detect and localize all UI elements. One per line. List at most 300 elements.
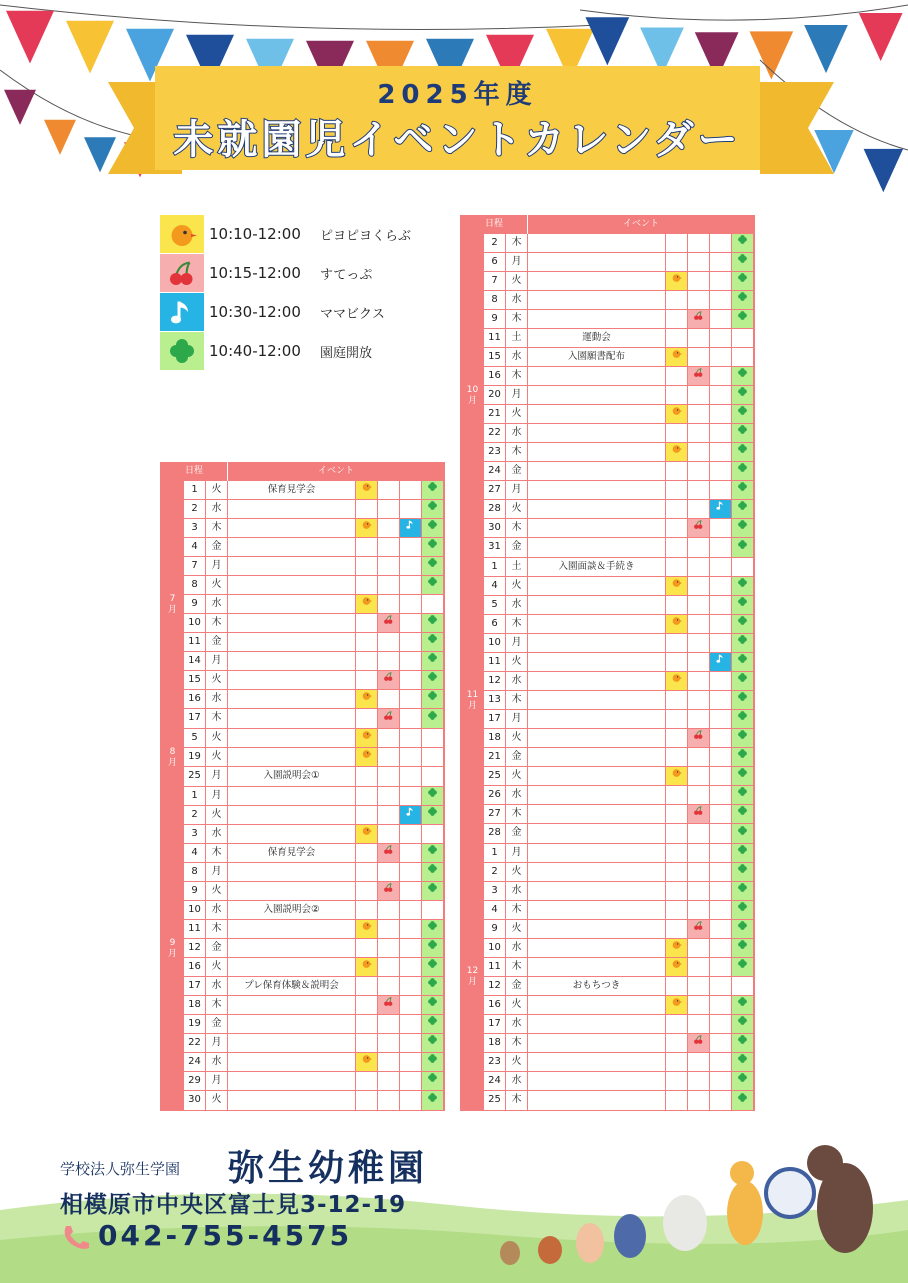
table-row xyxy=(184,1072,444,1091)
date-header: 日程 xyxy=(461,215,528,234)
event-name xyxy=(228,652,356,670)
schedule-en xyxy=(422,806,444,824)
schedule-sute xyxy=(378,882,400,900)
clover-icon xyxy=(427,1053,438,1071)
table-row xyxy=(484,977,754,996)
clover-icon xyxy=(737,1092,748,1110)
event-name xyxy=(228,882,356,900)
schedule-piyo xyxy=(666,424,688,442)
event-name: 入園説明会② xyxy=(228,901,356,919)
table-row xyxy=(184,1091,444,1110)
event-name: プレ保育体験＆説明会 xyxy=(228,977,356,995)
event-name xyxy=(228,1053,356,1071)
schedule-mama xyxy=(710,1091,732,1110)
schedule-en xyxy=(732,691,754,709)
weekday: 月 xyxy=(206,1072,228,1090)
table-row xyxy=(484,767,754,786)
schedule-mama xyxy=(400,576,422,594)
clover-icon xyxy=(737,386,748,404)
schedule-mama xyxy=(710,519,732,537)
schedule-sute xyxy=(378,1015,400,1033)
day-number: 10 xyxy=(184,901,206,919)
schedule-mama xyxy=(710,786,732,804)
school-name: 弥生幼稚園 xyxy=(228,1148,429,1189)
schedule-en xyxy=(422,1053,444,1071)
schedule-mama xyxy=(400,729,422,747)
schedule-mama xyxy=(710,1072,732,1090)
table-row xyxy=(184,920,444,939)
day-number: 12 xyxy=(184,939,206,957)
schedule-en xyxy=(732,901,754,919)
day-number: 21 xyxy=(484,748,506,766)
schedule-mama xyxy=(710,939,732,957)
table-row xyxy=(184,939,444,958)
event-name xyxy=(228,690,356,708)
schedule-mama xyxy=(400,1072,422,1090)
schedule-en xyxy=(732,882,754,900)
weekday: 木 xyxy=(506,615,528,633)
clover-icon xyxy=(737,729,748,747)
event-name xyxy=(528,519,666,537)
music-note-icon xyxy=(715,653,726,671)
weekday: 月 xyxy=(506,386,528,404)
clover-icon xyxy=(427,920,438,938)
event-name xyxy=(528,1015,666,1033)
schedule-en xyxy=(732,958,754,976)
chick-icon xyxy=(671,348,682,366)
schedule-piyo xyxy=(356,1072,378,1090)
schedule-piyo xyxy=(666,615,688,633)
table-row xyxy=(184,652,444,671)
day-number: 2 xyxy=(184,500,206,518)
table-row xyxy=(184,1015,444,1034)
weekday: 木 xyxy=(506,805,528,823)
event-name xyxy=(528,634,666,652)
clover-icon xyxy=(737,920,748,938)
weekday: 水 xyxy=(506,348,528,366)
schedule-en xyxy=(732,558,754,576)
schedule-sute xyxy=(688,291,710,309)
schedule-piyo xyxy=(356,614,378,632)
day-number: 18 xyxy=(484,729,506,747)
schedule-mama xyxy=(400,538,422,556)
table-row xyxy=(184,709,444,728)
weekday: 木 xyxy=(506,958,528,976)
table-row xyxy=(484,824,754,843)
schedule-sute xyxy=(378,1034,400,1052)
schedule-sute xyxy=(688,462,710,480)
phone-icon xyxy=(60,1223,92,1251)
day-number: 9 xyxy=(184,882,206,900)
day-number: 11 xyxy=(484,653,506,671)
day-number: 10 xyxy=(484,634,506,652)
schedule-mama xyxy=(400,939,422,957)
weekday: 火 xyxy=(506,405,528,423)
event-name xyxy=(528,729,666,747)
schedule-mama xyxy=(400,709,422,728)
table-row xyxy=(484,805,754,824)
cherry-icon xyxy=(693,367,704,385)
schedule-mama xyxy=(400,1034,422,1052)
clover-icon xyxy=(737,462,748,480)
schedule-piyo xyxy=(666,386,688,404)
clover-icon xyxy=(427,1072,438,1090)
chick-icon xyxy=(361,748,372,766)
schedule-mama xyxy=(400,996,422,1014)
schedule-piyo xyxy=(666,1091,688,1110)
schedule-en xyxy=(732,863,754,881)
weekday: 火 xyxy=(206,882,228,900)
school-address: 相模原市中央区富士見3-12-19 xyxy=(60,1192,407,1218)
schedule-mama xyxy=(400,557,422,575)
schedule-piyo xyxy=(356,538,378,556)
weekday: 火 xyxy=(506,920,528,938)
schedule-piyo xyxy=(666,443,688,461)
weekday: 水 xyxy=(506,424,528,442)
schedule-mama xyxy=(710,348,732,366)
table-row xyxy=(184,481,444,500)
calendar-jul-sep xyxy=(160,462,445,1111)
schedule-piyo xyxy=(356,1034,378,1052)
day-number: 8 xyxy=(184,576,206,594)
schedule-mama xyxy=(710,958,732,976)
schedule-piyo xyxy=(356,671,378,689)
day-number: 7 xyxy=(484,272,506,290)
table-row xyxy=(484,1053,754,1072)
schedule-mama xyxy=(710,234,732,252)
table-row xyxy=(184,977,444,996)
schedule-piyo xyxy=(666,253,688,271)
schedule-mama xyxy=(710,882,732,900)
schedule-piyo xyxy=(356,863,378,881)
schedule-sute xyxy=(688,538,710,557)
schedule-mama xyxy=(710,405,732,423)
weekday: 月 xyxy=(206,787,228,805)
legend-name: ピヨピヨくらぶ xyxy=(320,228,412,244)
clover-icon xyxy=(737,939,748,957)
table-row xyxy=(484,443,754,462)
clover-icon xyxy=(737,672,748,690)
weekday: 水 xyxy=(206,500,228,518)
weekday: 水 xyxy=(506,672,528,690)
schedule-mama xyxy=(710,672,732,690)
event-name xyxy=(528,844,666,862)
clover-icon xyxy=(737,481,748,499)
schedule-en xyxy=(732,1053,754,1071)
schedule-mama xyxy=(710,805,732,823)
table-row xyxy=(484,291,754,310)
table-row xyxy=(184,748,444,767)
schedule-piyo xyxy=(356,576,378,594)
schedule-mama xyxy=(710,577,732,595)
clover-icon xyxy=(427,538,438,556)
schedule-en xyxy=(732,844,754,862)
schedule-piyo xyxy=(666,939,688,957)
schedule-piyo xyxy=(356,729,378,747)
schedule-sute xyxy=(688,996,710,1014)
clover-icon xyxy=(737,882,748,900)
table-row xyxy=(484,424,754,443)
schedule-sute xyxy=(378,939,400,957)
event-name: 保育見学会 xyxy=(228,481,356,499)
clover-icon xyxy=(737,691,748,709)
music-note-icon xyxy=(715,500,726,518)
event-header: イベント xyxy=(622,219,659,229)
schedule-sute xyxy=(688,805,710,823)
schedule-sute xyxy=(688,901,710,919)
chick-icon xyxy=(361,519,372,537)
weekday: 火 xyxy=(506,863,528,881)
schedule-en xyxy=(732,615,754,633)
legend-time: 10:30-12:00 xyxy=(209,303,301,321)
weekday: 木 xyxy=(506,367,528,385)
weekday: 火 xyxy=(506,996,528,1014)
schedule-piyo xyxy=(666,844,688,862)
schedule-sute xyxy=(378,996,400,1014)
table-row xyxy=(184,806,444,825)
event-name xyxy=(528,253,666,271)
calendar-oct-dec xyxy=(460,215,755,1111)
schedule-mama xyxy=(710,996,732,1014)
schedule-en xyxy=(732,767,754,785)
schedule-sute xyxy=(688,710,710,728)
table-row xyxy=(484,901,754,920)
schedule-sute xyxy=(688,424,710,442)
schedule-en xyxy=(732,386,754,404)
schedule-sute xyxy=(688,405,710,423)
schedule-en xyxy=(732,729,754,747)
event-name xyxy=(528,767,666,785)
schedule-mama xyxy=(400,690,422,708)
month-label: 11 月 xyxy=(461,558,484,843)
day-number: 4 xyxy=(184,844,206,862)
event-name xyxy=(528,310,666,328)
schedule-sute xyxy=(688,443,710,461)
schedule-en xyxy=(732,272,754,290)
schedule-piyo xyxy=(666,272,688,290)
chick-icon xyxy=(671,672,682,690)
schedule-sute xyxy=(378,920,400,938)
schedule-en xyxy=(732,996,754,1014)
schedule-piyo xyxy=(356,958,378,976)
schedule-sute xyxy=(378,767,400,786)
schedule-en xyxy=(732,367,754,385)
day-number: 24 xyxy=(184,1053,206,1071)
schedule-piyo xyxy=(666,901,688,919)
schedule-mama xyxy=(400,844,422,862)
legend-item xyxy=(160,332,460,370)
schedule-en xyxy=(422,595,444,613)
clover-icon xyxy=(427,1015,438,1033)
table-row xyxy=(484,386,754,405)
clover-icon xyxy=(737,1015,748,1033)
table-row xyxy=(484,882,754,901)
schedule-piyo xyxy=(356,882,378,900)
day-number: 11 xyxy=(184,920,206,938)
event-name xyxy=(528,691,666,709)
day-number: 11 xyxy=(184,633,206,651)
table-row xyxy=(484,939,754,958)
table-row xyxy=(184,633,444,652)
schedule-en xyxy=(422,671,444,689)
weekday: 水 xyxy=(206,977,228,995)
music-note-icon xyxy=(160,293,204,331)
day-number: 27 xyxy=(484,805,506,823)
schedule-en xyxy=(732,1034,754,1052)
day-number: 30 xyxy=(184,1091,206,1110)
schedule-en xyxy=(732,710,754,728)
day-number: 20 xyxy=(484,386,506,404)
clover-icon xyxy=(427,958,438,976)
weekday: 金 xyxy=(206,633,228,651)
schedule-en xyxy=(732,329,754,347)
clover-icon xyxy=(427,690,438,708)
schedule-en xyxy=(422,901,444,919)
schedule-en xyxy=(422,538,444,556)
weekday: 月 xyxy=(206,557,228,575)
day-number: 24 xyxy=(484,462,506,480)
event-name xyxy=(528,748,666,766)
schedule-mama xyxy=(400,748,422,766)
schedule-sute xyxy=(688,253,710,271)
schedule-sute xyxy=(688,729,710,747)
table-row xyxy=(484,405,754,424)
banner-tail-right xyxy=(760,82,834,174)
schedule-sute xyxy=(688,615,710,633)
chick-icon xyxy=(361,729,372,747)
schedule-piyo xyxy=(666,672,688,690)
weekday: 水 xyxy=(506,1072,528,1090)
day-number: 2 xyxy=(184,806,206,824)
weekday: 水 xyxy=(506,596,528,614)
chick-icon xyxy=(361,825,372,843)
schedule-mama xyxy=(710,329,732,347)
weekday: 木 xyxy=(206,920,228,938)
schedule-piyo xyxy=(666,977,688,995)
clover-icon xyxy=(737,539,748,557)
event-name xyxy=(528,882,666,900)
day-number: 10 xyxy=(484,939,506,957)
weekday: 水 xyxy=(506,1015,528,1033)
schedule-mama xyxy=(710,691,732,709)
event-name xyxy=(228,671,356,689)
legend-time: 10:10-12:00 xyxy=(209,225,301,243)
event-name xyxy=(228,806,356,824)
schedule-sute xyxy=(688,939,710,957)
table-row xyxy=(484,1034,754,1053)
event-name: 入園説明会① xyxy=(228,767,356,786)
weekday: 土 xyxy=(506,558,528,576)
event-name xyxy=(228,863,356,881)
chick-icon xyxy=(361,958,372,976)
table-row xyxy=(484,863,754,882)
day-number: 4 xyxy=(484,577,506,595)
event-name xyxy=(528,920,666,938)
schedule-sute xyxy=(378,1053,400,1071)
schedule-piyo xyxy=(666,653,688,671)
schedule-piyo xyxy=(356,977,378,995)
schedule-piyo xyxy=(356,690,378,708)
schedule-sute xyxy=(688,653,710,671)
weekday: 木 xyxy=(206,996,228,1014)
schedule-piyo xyxy=(356,825,378,843)
chick-icon xyxy=(671,939,682,957)
day-number: 2 xyxy=(484,863,506,881)
day-number: 19 xyxy=(184,748,206,766)
table-row xyxy=(184,595,444,614)
clover-icon xyxy=(737,253,748,271)
schedule-mama xyxy=(710,901,732,919)
table-row xyxy=(484,310,754,329)
day-number: 3 xyxy=(184,825,206,843)
weekday: 水 xyxy=(506,939,528,957)
clover-icon xyxy=(427,614,438,632)
schedule-sute xyxy=(688,1091,710,1110)
schedule-mama xyxy=(400,882,422,900)
schedule-mama xyxy=(710,310,732,328)
schedule-en xyxy=(732,1015,754,1033)
schedule-piyo xyxy=(356,996,378,1014)
schedule-piyo xyxy=(666,1015,688,1033)
table-row xyxy=(184,729,444,748)
schedule-mama xyxy=(710,481,732,499)
weekday: 月 xyxy=(506,481,528,499)
schedule-piyo xyxy=(356,844,378,862)
schedule-sute xyxy=(688,329,710,347)
weekday: 月 xyxy=(206,652,228,670)
schedule-en xyxy=(732,234,754,252)
schedule-en xyxy=(732,405,754,423)
day-number: 26 xyxy=(484,786,506,804)
event-name: 運動会 xyxy=(528,329,666,347)
event-name xyxy=(228,729,356,747)
day-number: 7 xyxy=(184,557,206,575)
cherry-icon xyxy=(693,920,704,938)
day-number: 3 xyxy=(184,519,206,537)
schedule-piyo xyxy=(666,1072,688,1090)
schedule-mama xyxy=(710,1053,732,1071)
schedule-sute xyxy=(688,863,710,881)
schedule-sute xyxy=(378,748,400,766)
schedule-sute xyxy=(378,977,400,995)
schedule-en xyxy=(422,882,444,900)
schedule-mama xyxy=(400,958,422,976)
weekday: 火 xyxy=(506,653,528,671)
day-number: 9 xyxy=(184,595,206,613)
day-number: 5 xyxy=(184,729,206,747)
weekday: 火 xyxy=(206,481,228,499)
schedule-mama xyxy=(710,767,732,785)
weekday: 木 xyxy=(506,519,528,537)
weekday: 金 xyxy=(506,977,528,995)
clover-icon xyxy=(160,332,204,370)
schedule-mama xyxy=(710,920,732,938)
schedule-mama xyxy=(400,977,422,995)
weekday: 木 xyxy=(506,691,528,709)
cherry-icon xyxy=(383,710,394,728)
schedule-sute xyxy=(688,234,710,252)
clover-icon xyxy=(427,787,438,805)
schedule-en xyxy=(422,690,444,708)
schedule-en xyxy=(422,557,444,575)
table-row xyxy=(484,577,754,596)
clover-icon xyxy=(737,443,748,461)
event-name xyxy=(528,462,666,480)
schedule-sute xyxy=(378,481,400,499)
weekday: 水 xyxy=(206,901,228,919)
clover-icon xyxy=(737,805,748,823)
schedule-piyo xyxy=(666,1053,688,1071)
